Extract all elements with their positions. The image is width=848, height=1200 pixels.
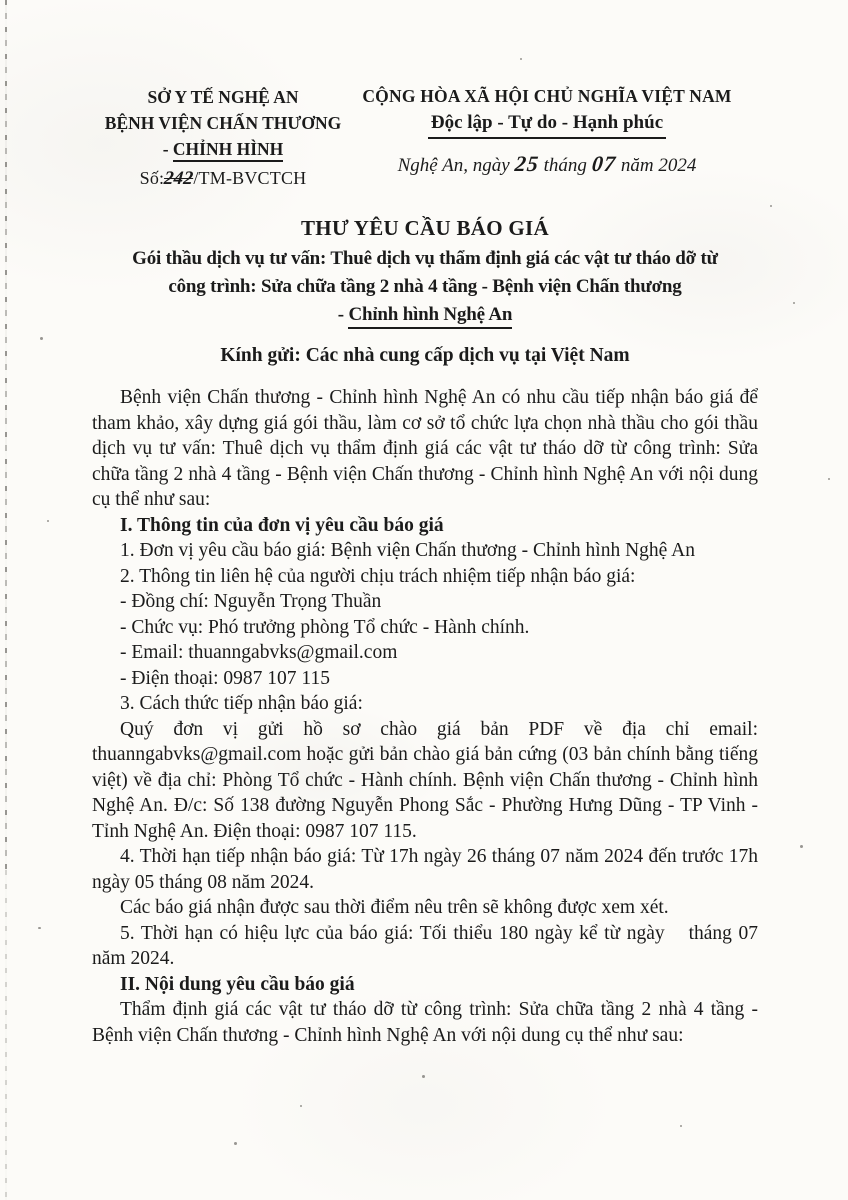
national-header-block	[354, 84, 740, 179]
requesting-unit-line: 1. Đơn vị yêu cầu báo giá: Bệnh viện Chấn thương - Chỉnh hình Nghệ An	[120, 540, 695, 561]
scan-speck	[520, 58, 522, 60]
issuer-parent-org: SỞ Y TẾ NGHỆ AN	[147, 87, 299, 107]
validity-paragraph: 5. Thời hạn có hiệu lực của báo giá: Tối thiểu 180 ngày kể từ ngày tháng 07 năm 2024.	[92, 922, 759, 969]
document-number: Số:242/TM-BVCTCH	[92, 165, 354, 192]
handwritten-month: 07	[590, 151, 618, 176]
scan-speck	[770, 205, 772, 207]
scan-speck	[793, 302, 795, 304]
method-heading: 3. Cách thức tiếp nhận báo giá:	[120, 693, 363, 714]
scan-speck	[800, 845, 803, 848]
handwritten-doc-number: 242	[163, 168, 195, 189]
document-content	[92, 84, 758, 1048]
scan-speck	[234, 1142, 237, 1145]
scope-paragraph: Thẩm định giá các vật tư tháo dỡ từ công trình: Sửa chữa tầng 2 nhà 4 tầng - Bệnh viện Chấn thương - Chỉnh hình Nghệ An với nội dung cụ thể như sau:	[92, 999, 758, 1046]
subtitle-line-1: Gói thầu dịch vụ tư vấn: Thuê dịch vụ thẩm định giá các vật tư tháo dỡ từ	[132, 248, 718, 269]
section-2-heading: II. Nội dung yêu cầu báo giá	[120, 973, 355, 995]
document-title: THƯ YÊU CẦU BÁO GIÁ	[301, 216, 549, 240]
document-body	[92, 385, 758, 1048]
delivery-paragraph: Quý đơn vị gửi hồ sơ chào giá bản PDF về địa chỉ email: thuanngabvks@gmail.com hoặc gửi bản chào giá bản cứng (03 bản chính bằng tiếng việt) về địa chỉ: Phòng Tổ chức - Hành chính. Bệnh viện Chấn thương - Chỉnh hình Nghệ An. Đ/c: Số 138 đường Nguyễn Phong Sắc - Phường Hưng Dũng - TP Vinh - Tỉnh Nghệ An. Điện thoại: 0987 107 115.	[92, 718, 758, 842]
contact-email: - Email: thuanngabvks@gmail.com	[120, 642, 398, 663]
document-header	[92, 84, 758, 192]
deadline-paragraph: 4. Thời hạn tiếp nhận báo giá: Từ 17h ngày 26 tháng 07 năm 2024 đến trước 17h ngày 05 tháng 08 năm 2024.	[92, 846, 758, 893]
scan-artifact-left-edge	[5, 0, 7, 870]
salutation: Kính gửi: Các nhà cung cấp dịch vụ tại Việt Nam	[220, 345, 630, 366]
contact-name: - Đồng chí: Nguyễn Trọng Thuần	[120, 591, 382, 612]
issuer-hospital-name-2: - CHỈNH HÌNH	[92, 136, 354, 162]
handwritten-day: 25	[513, 151, 541, 176]
subtitle-line-3: - Chỉnh hình Nghệ An	[92, 301, 758, 329]
scan-speck	[680, 1125, 682, 1127]
contact-phone: - Điện thoại: 0987 107 115	[120, 667, 330, 689]
scan-speck	[300, 1105, 302, 1107]
scan-artifact-left-edge-faint	[5, 870, 7, 1200]
intro-paragraph: Bệnh viện Chấn thương - Chỉnh hình Nghệ An có nhu cầu tiếp nhận báo giá để tham khảo, xây dựng giá gói thầu, làm cơ sở tổ chức lựa chọn nhà thầu cho gói thầu dịch vụ tư vấn: Thuê dịch vụ thẩm định giá các vật tư tháo dỡ từ công trình: Sửa chữa tầng 2 nhà 4 tầng - Bệnh viện Chấn thương - Chỉnh hình Nghệ An với nội dung cụ thể như sau:	[92, 387, 758, 510]
contact-info-heading: 2. Thông tin liên hệ của người chịu trách nhiệm tiếp nhận báo giá:	[120, 565, 636, 587]
scan-speck	[828, 478, 830, 480]
document-subtitle	[92, 245, 758, 329]
scan-speck	[38, 927, 41, 929]
scan-speck	[47, 520, 49, 522]
national-title: CỘNG HÒA XÃ HỘI CHỦ NGHĨA VIỆT NAM	[362, 86, 732, 106]
national-motto: Độc lập - Tự do - Hạnh phúc	[354, 112, 740, 134]
issuer-hospital-name: BỆNH VIỆN CHẤN THƯƠNG	[104, 113, 342, 133]
scan-speck	[40, 337, 43, 340]
scan-speck	[422, 1075, 425, 1078]
section-1-heading: I. Thông tin của đơn vị yêu cầu báo giá	[120, 514, 444, 536]
late-quote-note: Các báo giá nhận được sau thời điểm nêu trên sẽ không được xem xét.	[120, 897, 669, 918]
subtitle-line-2: công trình: Sửa chữa tầng 2 nhà 4 tầng - Bệnh viện Chấn thương	[168, 276, 682, 297]
contact-position: - Chức vụ: Phó trưởng phòng Tổ chức - Hành chính.	[120, 616, 530, 638]
issue-date: Nghệ An, ngày 25 tháng 07 năm 2024	[397, 151, 697, 176]
issuer-block	[92, 84, 354, 192]
